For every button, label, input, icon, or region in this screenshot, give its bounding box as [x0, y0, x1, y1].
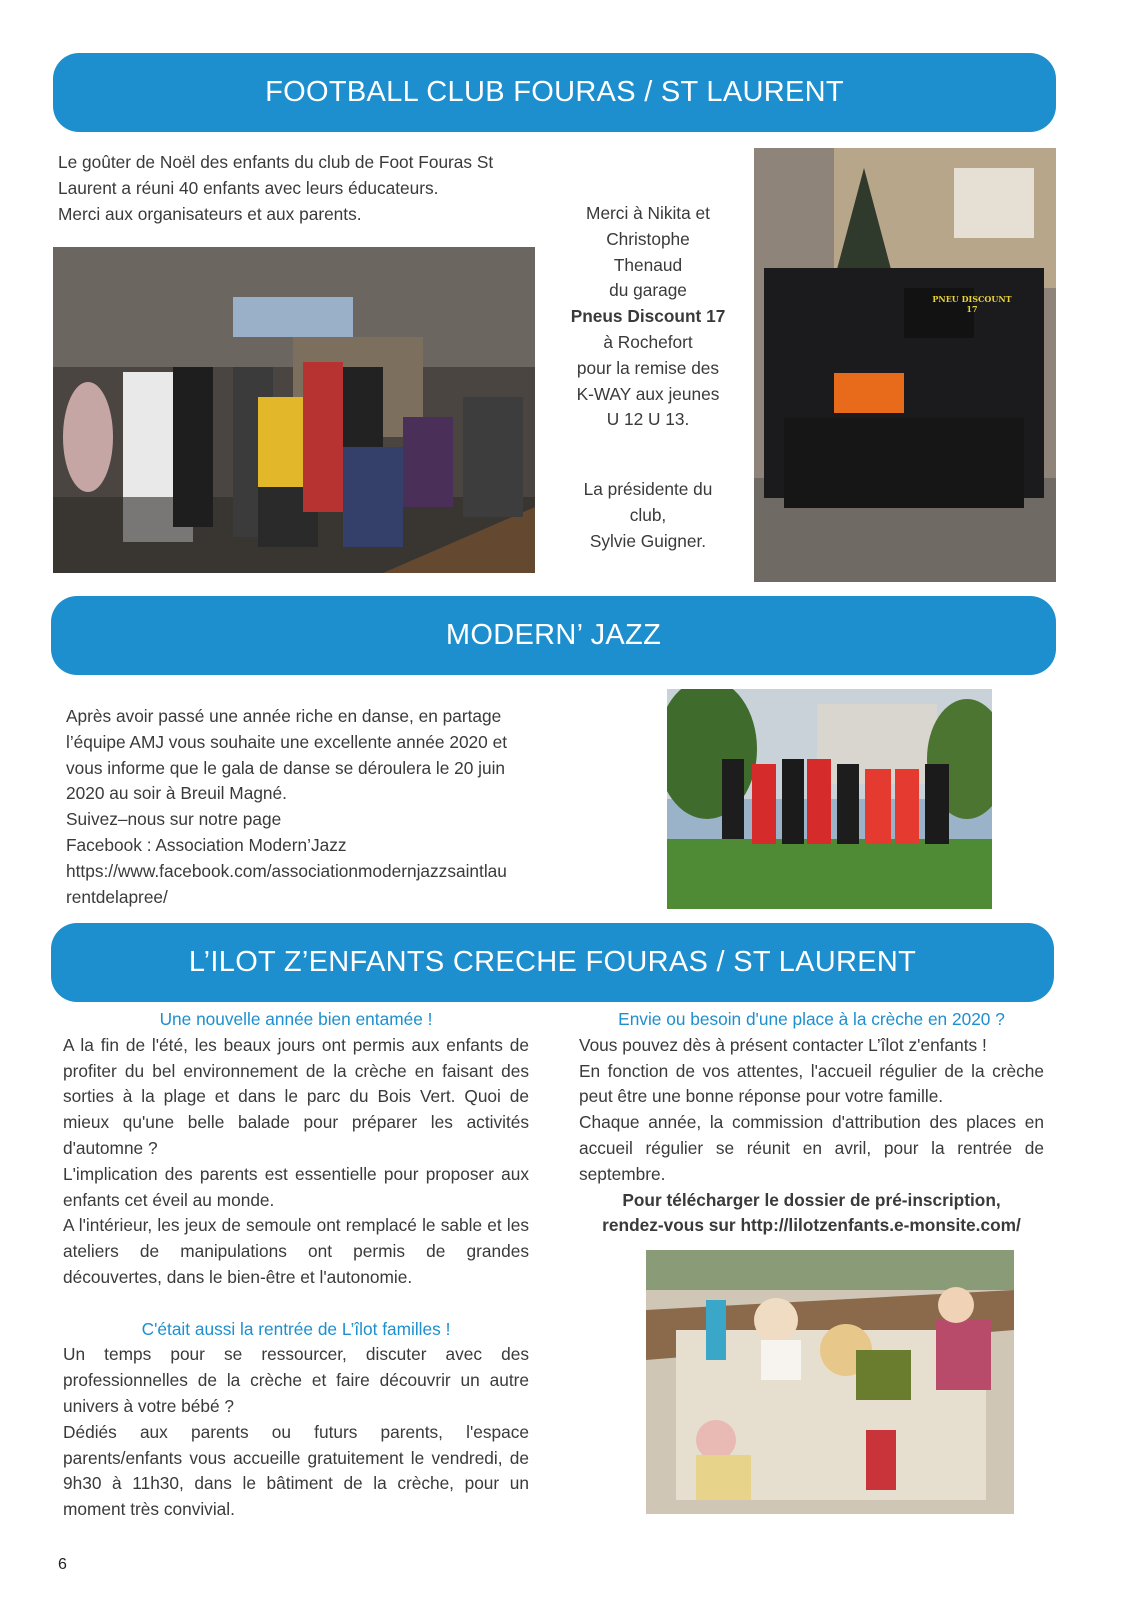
creche-paragraph: Dédiés aux parents ou futurs parents, l'espace parents/enfants vous accueille gratuitement le vendredi, de 9h30 à 11h30, dans le bâtiment de la crèche, pour un moment très convivial.	[63, 1421, 529, 1520]
thanks-line: U 12 U 13.	[606, 409, 690, 430]
creche-paragraph: En fonction de vos attentes, l'accueil régulier de la crèche peut être une bonne réponse pour votre famille.	[579, 1060, 1044, 1107]
creche-right-heading: Envie ou besoin d'une place à la crèche en 2020 ?	[618, 1009, 1005, 1029]
page-number: 6	[58, 1556, 67, 1573]
football-intro	[58, 150, 558, 227]
facebook-url[interactable]: https://www.facebook.com/associationmodernjazzsaintlau	[66, 860, 507, 881]
jazz-line: l’équipe AMJ vous souhaite une excellente année 2020 et	[66, 731, 507, 752]
garage-name: Pneus Discount 17	[570, 306, 726, 327]
creche-left-column	[63, 1007, 529, 1523]
jazz-section-title: MODERN’ JAZZ	[51, 596, 1056, 675]
preregistration-text: Pour télécharger le dossier de pré-inscription,	[622, 1189, 1001, 1210]
thanks-line: du garage	[609, 280, 687, 301]
signature-line: club,	[629, 504, 667, 525]
creche-section-title: L’ILOT Z’ENFANTS CRECHE FOURAS / ST LAURENT	[51, 923, 1054, 1002]
football-intro-line: Laurent a réuni 40 enfants avec leurs éducateurs.	[58, 177, 439, 198]
creche-left-heading: Une nouvelle année bien entamée !	[159, 1009, 433, 1029]
football-kway-photo	[754, 148, 1056, 582]
thanks-line: Merci à Nikita et	[586, 203, 710, 223]
football-section-title: FOOTBALL CLUB FOURAS / ST LAURENT	[53, 53, 1056, 132]
jazz-text	[66, 704, 566, 910]
football-thanks	[548, 201, 748, 433]
creche-paragraph: Vous pouvez dès à présent contacter L’îlot z'enfants !	[579, 1034, 987, 1055]
creche-paragraph: A la fin de l'été, les beaux jours ont permis aux enfants de profiter du bel environnement de la crèche en faisant des sorties à la plage et dans le parc du Bois Vert. Quoi de mieux qu'une belle balade pour préparer les activités d'automne ?	[63, 1034, 529, 1158]
jazz-line: Facebook : Association Modern’Jazz	[66, 834, 347, 855]
creche-left-heading: C'était aussi la rentrée de L’îlot familles !	[141, 1318, 451, 1339]
thanks-line: K-WAY aux jeunes	[576, 383, 720, 404]
creche-paragraph: A l'intérieur, les jeux de semoule ont remplacé le sable et les ateliers de manipulations ont permis de grandes découvertes, dans le bien-être et l'autonomie.	[63, 1215, 529, 1287]
jazz-line: Après avoir passé une année riche en danse, en partage	[66, 706, 502, 726]
thanks-line: Thenaud	[613, 254, 683, 275]
football-signature	[548, 477, 748, 554]
jazz-line: Suivez–nous sur notre page	[66, 809, 282, 830]
jazz-line: 2020 au soir à Breuil Magné.	[66, 783, 287, 804]
football-intro-line: Le goûter de Noël des enfants du club de Foot Fouras St	[58, 152, 494, 172]
creche-paragraph: L'implication des parents est essentielle pour proposer aux enfants cet éveil au monde.	[63, 1163, 529, 1210]
jacket-print-text: PNEU DISCOUNT 17	[932, 294, 1012, 314]
creche-right-column	[579, 1007, 1044, 1239]
jazz-line: vous informe que le gala de danse se déroulera le 20 juin	[66, 757, 506, 778]
preregistration-link[interactable]: rendez-vous sur http://lilotzenfants.e-monsite.com/	[602, 1215, 1021, 1236]
facebook-url[interactable]: rentdelapree/	[66, 886, 168, 907]
thanks-line: Christophe	[606, 228, 690, 249]
thanks-line: pour la remise des	[576, 357, 720, 378]
creche-paragraph: Chaque année, la commission d'attribution des places en accueil régulier se réunit en avril, pour la rentrée de septembre.	[579, 1112, 1044, 1184]
jazz-dancers-photo	[667, 689, 992, 909]
signature-line: La présidente du	[583, 479, 713, 499]
creche-sandbox-photo	[646, 1250, 1014, 1514]
signature-line: Sylvie Guigner.	[589, 530, 707, 551]
football-party-photo	[53, 247, 535, 573]
thanks-line: à Rochefort	[603, 331, 693, 352]
creche-paragraph: Un temps pour se ressourcer, discuter avec des professionnelles de la crèche et faire découvrir un autre univers à votre bébé ?	[63, 1344, 529, 1416]
football-intro-line: Merci aux organisateurs et aux parents.	[58, 203, 362, 224]
